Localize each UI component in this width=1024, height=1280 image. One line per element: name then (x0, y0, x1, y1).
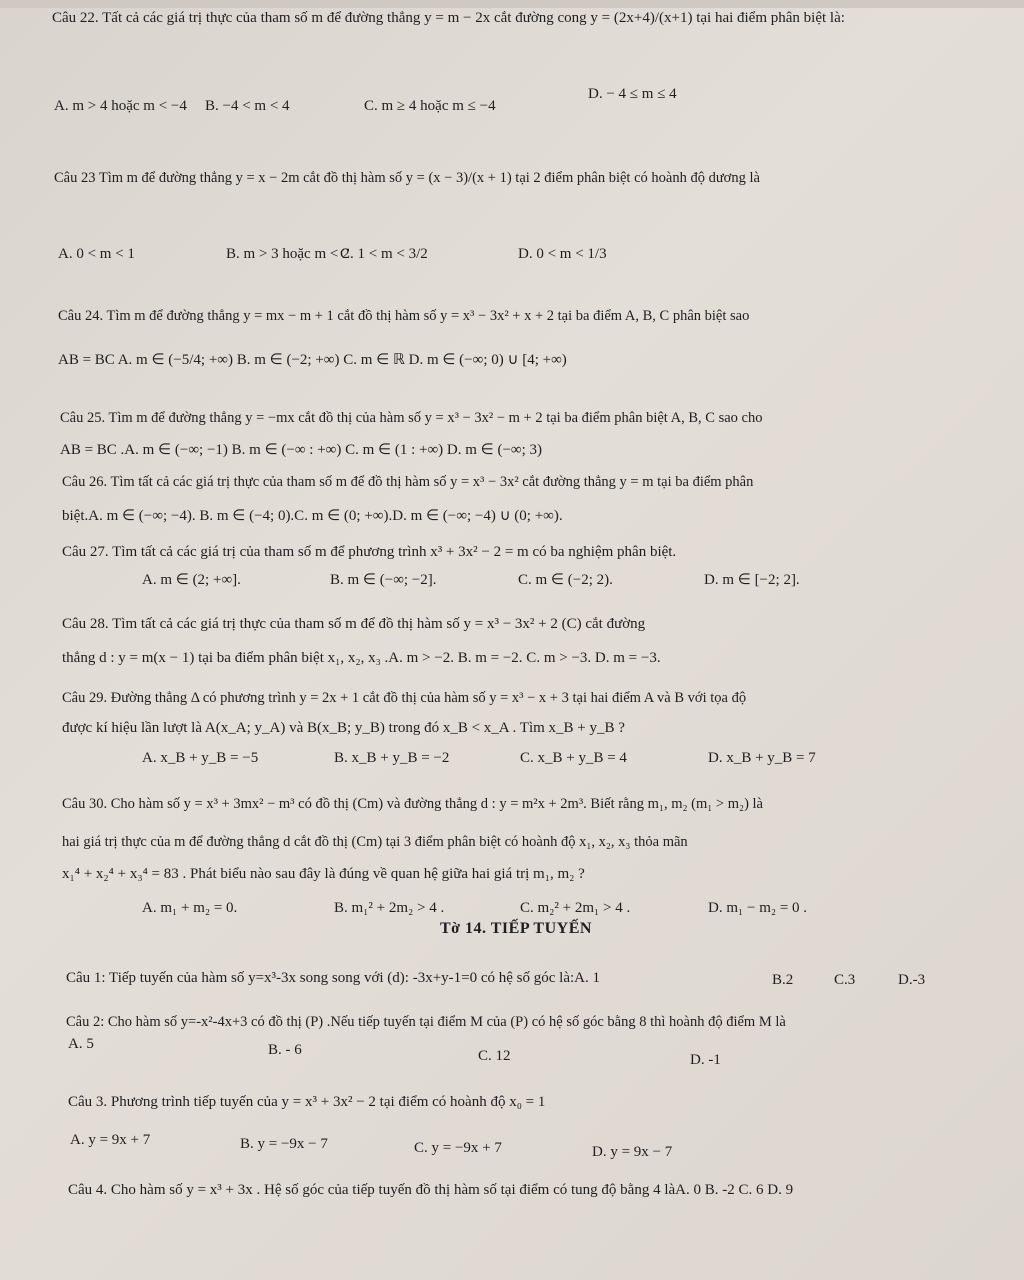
q23-option-a: A. 0 < m < 1 (58, 246, 135, 262)
t2-option-c: C. 12 (478, 1048, 511, 1064)
q27-stem: Câu 27. Tìm tất cả các giá trị của tham số m để phương trình x³ + 3x² − 2 = m có ba nghiệm phân biệt. (62, 544, 677, 560)
q27-option-b: B. m ∈ (−∞; −2]. (330, 572, 437, 588)
q30-option-d: D. m₁ − m₂ = 0 . (708, 900, 808, 916)
q25-line-1: Câu 25. Tìm m để đường thẳng y = −mx cắt đồ thị của hàm số y = x³ − 3x² − m + 2 tại ba điểm phân biệt A, B, C sao cho (60, 410, 763, 426)
q29-option-a: A. x_B + y_B = −5 (142, 750, 259, 766)
t2-option-b: B. - 6 (268, 1042, 302, 1058)
t1-stem: Câu 1: Tiếp tuyến của hàm số y=x³-3x song song với (d): -3x+y-1=0 có hệ số góc là:A. 1 (66, 970, 601, 986)
t2-option-d: D. -1 (690, 1052, 721, 1068)
q22-option-a: A. m > 4 hoặc m < −4 (54, 98, 187, 114)
q30-line-3: x₁⁴ + x₂⁴ + x₃⁴ = 83 . Phát biểu nào sau đây là đúng về quan hệ giữa hai giá trị m₁, m₂ ? (62, 866, 585, 882)
q23-option-b: B. m > 3 hoặc m < 2 (226, 246, 350, 262)
q22-option-b: B. −4 < m < 4 (205, 98, 290, 114)
q29-line-1: Câu 29. Đường thẳng Δ có phương trình y = 2x + 1 cắt đồ thị của hàm số y = x³ − x + 3 tại hai điểm A và B với tọa độ (62, 690, 747, 706)
q30-option-a: A. m₁ + m₂ = 0. (142, 900, 238, 916)
t3-option-b: B. y = −9x − 7 (240, 1136, 328, 1152)
t3-option-c: C. y = −9x + 7 (414, 1140, 502, 1156)
top-edge (0, 0, 1024, 8)
t3-option-a: A. y = 9x + 7 (70, 1132, 151, 1148)
t3-option-d: D. y = 9x − 7 (592, 1144, 673, 1160)
q29-option-b: B. x_B + y_B = −2 (334, 750, 450, 766)
q30-option-b: B. m₁² + 2m₂ > 4 . (334, 900, 445, 916)
q27-option-c: C. m ∈ (−2; 2). (518, 572, 613, 588)
q24-line-1: Câu 24. Tìm m để đường thẳng y = mx − m + 1 cắt đồ thị hàm số y = x³ − 3x² + x + 2 tại ba điểm A, B, C phân biệt sao (58, 308, 750, 324)
q23-option-c: C. 1 < m < 3/2 (340, 246, 428, 262)
q30-line-2: hai giá trị thực của m để đường thẳng d cắt đồ thị (Cm) tại 3 điểm phân biệt có hoành độ x₁, x₂, x₃ thỏa mãn (62, 834, 688, 850)
t1-option-b: B.2 (772, 972, 794, 988)
q23-option-d: D. 0 < m < 1/3 (518, 246, 607, 262)
q30-line-1: Câu 30. Cho hàm số y = x³ + 3mx² − m³ có đồ thị (Cm) và đường thẳng d : y = m²x + 2m³. Biết rằng m₁, m₂ (m₁ > m₂) là (62, 796, 763, 812)
q29-line-2: được kí hiệu lần lượt là A(x_A; y_A) và B(x_B; y_B) trong đó x_B < x_A . Tìm x_B + y_B ? (62, 720, 625, 736)
t4-stem: Câu 4. Cho hàm số y = x³ + 3x . Hệ số góc của tiếp tuyến đồ thị hàm số tại điểm có tung độ bằng 4 làA. 0 B. -2 C. 6 D. 9 (68, 1182, 794, 1198)
q27-option-d: D. m ∈ [−2; 2]. (704, 572, 800, 588)
q22-option-d: D. − 4 ≤ m ≤ 4 (588, 86, 677, 102)
t2-option-a: A. 5 (68, 1036, 94, 1052)
t2-stem: Câu 2: Cho hàm số y=-x²-4x+3 có đồ thị (P) .Nếu tiếp tuyến tại điểm M của (P) có hệ số góc bằng 8 thì hoành độ điểm M là (66, 1014, 786, 1030)
t3-stem: Câu 3. Phương trình tiếp tuyến của y = x³ + 3x² − 2 tại điểm có hoành độ x₀ = 1 (68, 1094, 546, 1110)
q30-option-c: C. m₂² + 2m₁ > 4 . (520, 900, 631, 916)
q24-line-2: AB = BC A. m ∈ (−5/4; +∞) B. m ∈ (−2; +∞) C. m ∈ ℝ D. m ∈ (−∞; 0) ∪ [4; +∞) (58, 352, 567, 368)
q29-option-d: D. x_B + y_B = 7 (708, 750, 816, 766)
t1-option-c: C.3 (834, 972, 856, 988)
section-title: Tờ 14. TIẾP TUYẾN (440, 920, 592, 937)
t1-option-d: D.-3 (898, 972, 926, 988)
q29-option-c: C. x_B + y_B = 4 (520, 750, 627, 766)
q28-line-1: Câu 28. Tìm tất cả các giá trị thực của tham số m để đồ thị hàm số y = x³ − 3x² + 2 (C) cắt đường (62, 616, 646, 632)
q28-line-2: thẳng d : y = m(x − 1) tại ba điểm phân biệt x₁, x₂, x₃ .A. m > −2. B. m = −2. C. m > −3. D. m = −3. (62, 650, 661, 666)
q23-stem: Câu 23 Tìm m để đường thẳng y = x − 2m cắt đồ thị hàm số y = (x − 3)/(x + 1) tại 2 điểm phân biệt có hoành độ dương là (54, 170, 760, 186)
q25-line-2: AB = BC .A. m ∈ (−∞; −1) B. m ∈ (−∞ : +∞) C. m ∈ (1 : +∞) D. m ∈ (−∞; 3) (60, 442, 543, 458)
q26-line-1: Câu 26. Tìm tất cả các giá trị thực của tham số m để đồ thị hàm số y = x³ − 3x² cắt đường thẳng y = m tại ba điểm phân (62, 474, 754, 490)
q26-line-2: biệt.A. m ∈ (−∞; −4). B. m ∈ (−4; 0).C. m ∈ (0; +∞).D. m ∈ (−∞; −4) ∪ (0; +∞). (62, 508, 563, 524)
q22-stem: Câu 22. Tất cả các giá trị thực của tham số m để đường thẳng y = m − 2x cắt đường cong y = (2x+4)/(x+1) tại hai điểm phân biệt là: (52, 10, 845, 26)
q27-option-a: A. m ∈ (2; +∞]. (142, 572, 241, 588)
q22-option-c: C. m ≥ 4 hoặc m ≤ −4 (364, 98, 496, 114)
